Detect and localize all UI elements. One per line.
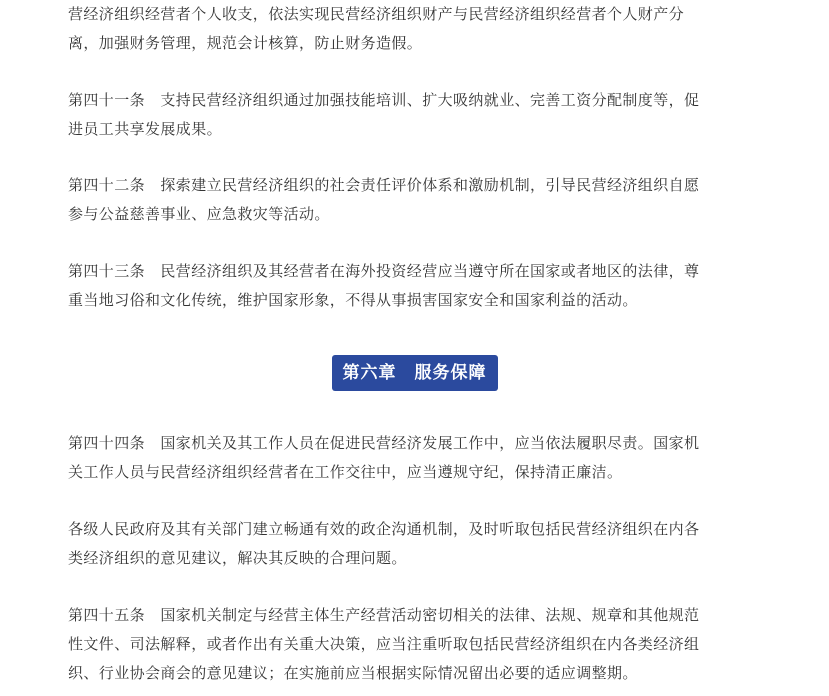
text-line: 参与公益慈善事业、应急救灾等活动。 [68,205,330,223]
text-line: 性文件、司法解释，或者作出有关重大决策，应当注重听取包括民营经济组织在内各类经济组 [68,635,700,653]
article-44 [68,429,699,487]
text-line: 第四十二条 探索建立民营经济组织的社会责任评价体系和激励机制，引导民营经济组织自愿 [68,176,700,194]
text-line: 类经济组织的意见建议，解决其反映的合理问题。 [68,549,407,567]
text-line: 营经济组织经营者个人收支，依法实现民营经济组织财产与民营经济组织经营者个人财产分 [68,5,685,23]
chapter-heading: 第六章 服务保障 [332,355,498,391]
paragraph [68,0,684,58]
text-line: 第四十五条 国家机关制定与经营主体生产经营活动密切相关的法律、法规、规章和其他规范 [68,606,700,624]
text-line: 第四十一条 支持民营经济组织通过加强技能培训、扩大吸纳就业、完善工资分配制度等，促 [68,91,700,109]
text-line: 第四十四条 国家机关及其工作人员在促进民营经济发展工作中，应当依法履职尽责。国家机 [68,434,700,452]
text-line: 第四十三条 民营经济组织及其经营者在海外投资经营应当遵守所在国家或者地区的法律，尊 [68,262,700,280]
chapter-heading-wrapper [0,355,829,391]
text-line: 关工作人员与民营经济组织经营者在工作交往中，应当遵规守纪，保持清正廉洁。 [68,463,623,481]
article-43 [68,257,699,315]
article-41 [68,86,699,144]
paragraph [68,515,699,573]
text-line: 离，加强财务管理，规范会计核算，防止财务造假。 [68,34,423,52]
article-42 [68,171,699,229]
article-45 [68,601,699,688]
text-line: 进员工共享发展成果。 [68,120,223,138]
text-line: 重当地习俗和文化传统，维护国家形象，不得从事损害国家安全和国家利益的活动。 [68,291,638,309]
text-line: 各级人民政府及其有关部门建立畅通有效的政企沟通机制，及时听取包括民营经济组织在内各 [68,520,700,538]
text-line: 织、行业协会商会的意见建议；在实施前应当根据实际情况留出必要的适应调整期。 [68,664,638,682]
